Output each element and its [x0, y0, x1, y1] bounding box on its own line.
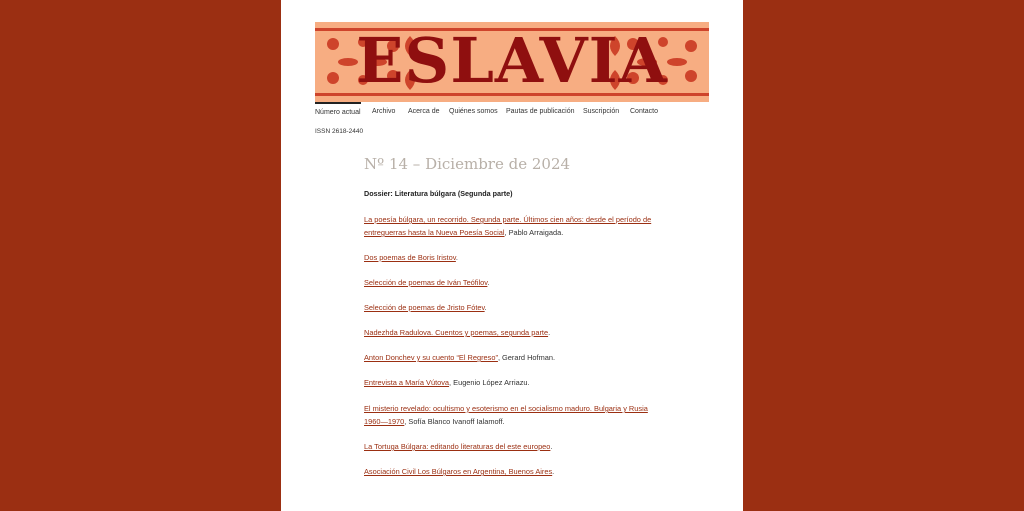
article-link[interactable]: Selección de poemas de Iván Teófilov — [364, 278, 488, 287]
article-author: , Gerard Hofman. — [497, 353, 556, 362]
dossier-heading: Dossier: Literatura búlgara (Segunda parte) — [364, 189, 513, 198]
main-navigation — [315, 102, 715, 122]
issue-title: Nº 14 – Diciembre de 2024 — [364, 155, 571, 173]
article-author: . — [487, 278, 490, 287]
article-entry — [364, 376, 664, 389]
article-entry — [364, 402, 664, 428]
page-content — [281, 0, 743, 511]
article-author: , Pablo Arraigada. — [504, 228, 564, 237]
article-link[interactable]: Asociación Civil Los Búlgaros en Argentina, Buenos Aires — [364, 467, 553, 476]
article-entry — [364, 276, 664, 289]
article-entry — [364, 251, 664, 264]
article-link[interactable]: Nadezhda Radulova. Cuentos y poemas, segunda parte — [364, 328, 549, 337]
article-entry — [364, 326, 664, 339]
article-author: , Eugenio López Arriazu. — [449, 378, 530, 387]
article-entry — [364, 465, 664, 478]
article-link[interactable]: Entrevista a María Vútova — [364, 378, 450, 387]
article-author: . — [548, 328, 551, 337]
article-link[interactable]: La Tortuga Búlgara: editando literaturas del este europeo — [364, 442, 551, 451]
nav-item-contacto[interactable]: Contacto — [630, 108, 659, 115]
article-author: . — [455, 253, 458, 262]
issn-label: ISSN 2618-2440 — [315, 128, 364, 135]
article-author: , Sofía Blanco Ivanoff Ialamoff. — [404, 417, 505, 426]
nav-item-suscripcion[interactable]: Suscripción — [583, 108, 620, 115]
article-link[interactable]: Anton Donchev y su cuento “El Regreso” — [364, 353, 498, 362]
article-entry — [364, 351, 664, 364]
article-link[interactable]: Dos poemas de Boris Iristov — [364, 253, 456, 262]
article-entry — [364, 301, 664, 314]
nav-item-quienes-somos[interactable]: Quiénes somos — [449, 108, 498, 115]
article-author: . — [550, 442, 553, 451]
site-banner[interactable] — [315, 22, 709, 102]
site-logo: ESLAVIA — [356, 24, 668, 97]
article-link[interactable]: Selección de poemas de Jristo Fótev — [364, 303, 485, 312]
article-link[interactable]: El misterio revelado: ocultismo y esoterismo en el socialismo maduro. Bulgaria y Rusia 1960—1970 — [364, 404, 648, 426]
article-author: . — [552, 467, 555, 476]
nav-item-archivo[interactable]: Archivo — [372, 108, 396, 115]
article-link[interactable]: La poesía búlgara, un recorrido. Segunda parte. Últimos cien años: desde el período de entreguerras hasta la Nueva Poesía Social — [364, 215, 652, 237]
nav-item-acerca-de[interactable]: Acerca de — [408, 108, 440, 115]
article-author: . — [484, 303, 487, 312]
nav-item-numero-actual[interactable]: Número actual — [315, 102, 361, 124]
article-entry — [364, 440, 664, 453]
article-entry — [364, 213, 664, 239]
nav-item-pautas[interactable]: Pautas de publicación — [506, 108, 575, 115]
